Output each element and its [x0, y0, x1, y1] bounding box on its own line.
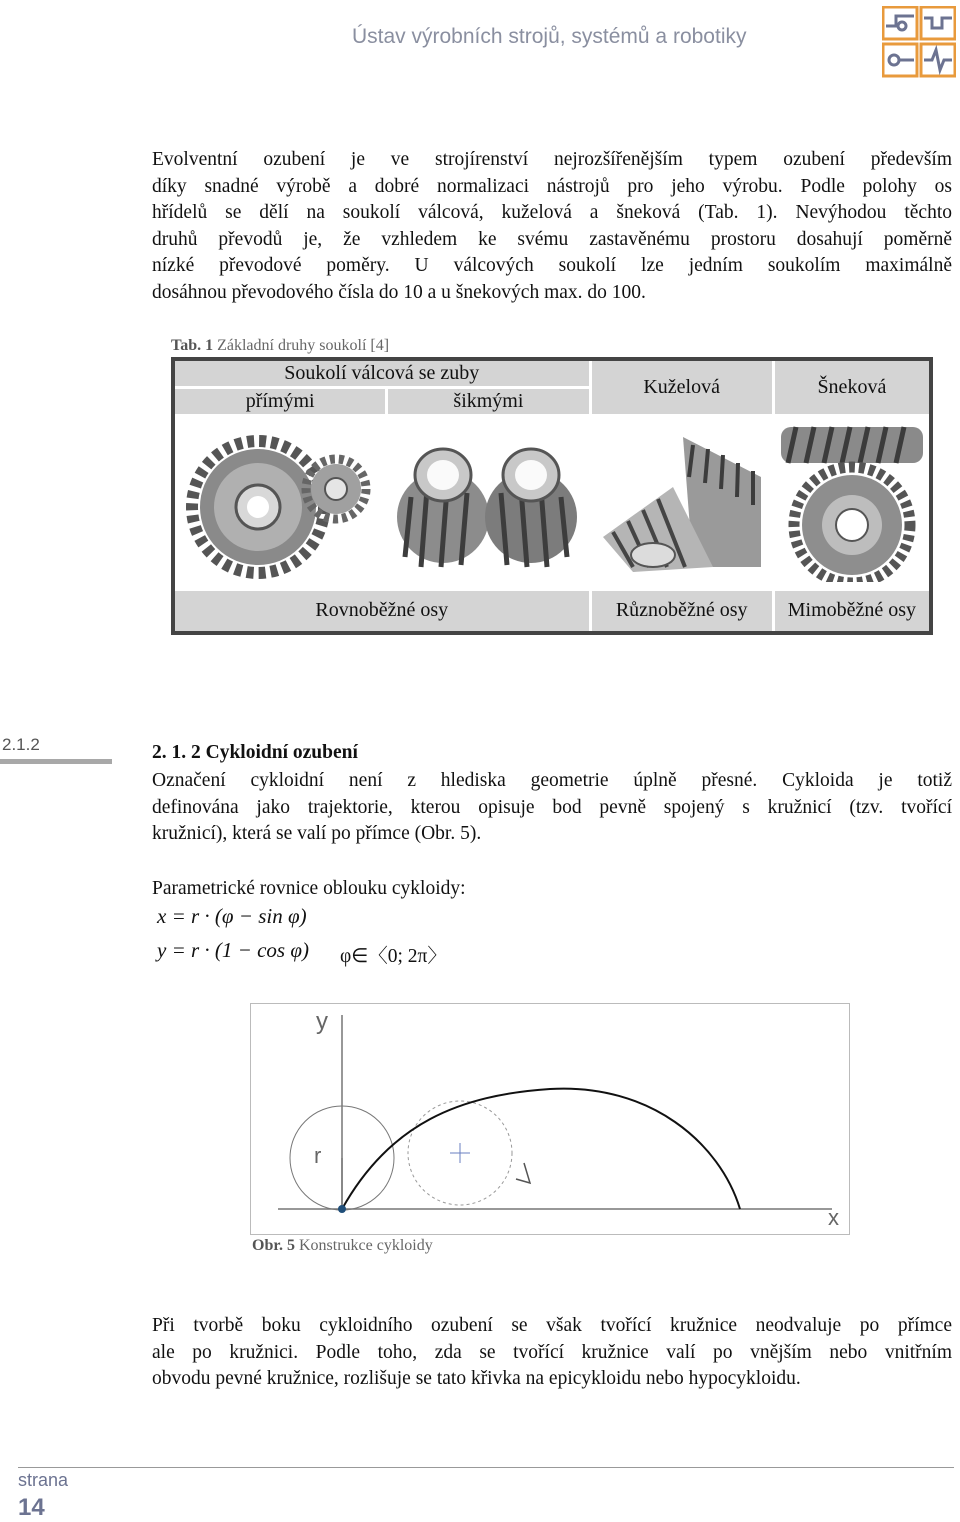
parallel-axes-label: Rovnoběžné osy	[173, 589, 590, 633]
cycloid-line: kružnicí), která se valí po přímce (Obr. 5).	[152, 823, 482, 844]
cylindrical-header: Soukolí válcová se zuby	[173, 359, 590, 387]
intersecting-axes-label: Různoběžné osy	[590, 589, 773, 633]
closing-line: obvodu pevné kružnice, rozlišuje se tato křivka na epicykloidu nebo hypocykloidu.	[152, 1368, 801, 1389]
intro-line: Evolventní ozubení je ve strojírenství nejrozšířenějším typem ozubení především	[152, 149, 952, 170]
x-equation: x = r · (φ − sin φ)	[157, 904, 307, 928]
closing-paragraph	[152, 1313, 952, 1393]
intro-paragraph	[152, 147, 952, 306]
footer-rule	[18, 1467, 954, 1468]
section-marker-bar	[0, 759, 112, 764]
intro-line: druhů převodů je, že vzhledem ke svému zastavěnému prostoru dosahují poměrně	[152, 228, 952, 250]
y-axis-label: y	[316, 1008, 328, 1035]
bevel-gear-image-cell	[590, 415, 773, 589]
radius-label: r	[314, 1143, 322, 1168]
start-point	[338, 1205, 346, 1213]
figure-caption-label: Obr. 5	[252, 1237, 295, 1254]
section-number: 2.1.2	[2, 735, 40, 754]
helical-gear-image-cell	[387, 415, 590, 589]
equations-intro: Parametrické rovnice oblouku cykloidy:	[152, 878, 466, 899]
worm-header: Šneková	[773, 359, 931, 415]
phi-range: φ∈〈0; 2π〉	[340, 946, 447, 967]
helical-gear-image	[391, 417, 586, 582]
spur-gear-image-cell	[173, 415, 387, 589]
closing-line: ale po kružnici. Podle toho, zda se tvořící kružnice valí po vnějším nebo vnitřním	[152, 1341, 952, 1363]
figure-caption-text: Konstrukce cykloidy	[294, 1237, 433, 1254]
bevel-gear-image	[593, 417, 771, 582]
intro-line: díky snadné výrobě a dobré normalizaci nástrojů pro jeho výrobu. Podle polohy os	[152, 175, 952, 197]
table-caption	[171, 337, 389, 355]
bevel-header: Kuželová	[590, 359, 773, 415]
worm-gear-image	[776, 417, 928, 582]
footer-page-label: strana	[18, 1470, 69, 1490]
skew-axes-label: Mimoběžné osy	[773, 589, 931, 633]
cycloid-line: definována jako trajektorie, kterou opisuje bod pevně spojený s kružnicí (tzv. tvořící	[152, 796, 952, 818]
spur-gear-image	[178, 417, 383, 582]
figure-frame	[251, 1004, 850, 1235]
table-caption-text: Základní druhy soukolí [4]	[213, 337, 390, 354]
closing-line: Při tvorbě boku cykloidního ozubení se však tvořící kružnice neodvaluje po přímce	[152, 1315, 952, 1336]
intro-line: hřídelů se dělí na soukolí válcová, kuželová a šneková (Tab. 1). Nevýhodou těchto	[152, 202, 952, 223]
gear-types-table	[171, 357, 933, 635]
figure-caption	[252, 1237, 433, 1255]
straight-teeth-header: přímými	[173, 387, 387, 415]
table-caption-label: Tab. 1	[171, 337, 214, 354]
helical-teeth-header: šikmými	[387, 387, 590, 415]
y-equation: y = r · (1 − cos φ)	[157, 938, 309, 962]
cycloid-paragraph	[152, 768, 952, 848]
header-title: Ústav výrobních strojů, systémů a robotiky	[352, 25, 747, 48]
section-title: 2. 1. 2 Cykloidní ozubení	[152, 742, 358, 763]
x-axis-label: x	[828, 1205, 839, 1230]
footer-page-number: 14	[18, 1494, 45, 1521]
worm-gear-image-cell	[773, 415, 931, 589]
intro-line: nízké převodové poměry. U válcových soukolí lze jedním soukolím maximálně	[152, 255, 952, 276]
cycloid-figure	[250, 1003, 850, 1235]
institute-logo-icon	[882, 6, 956, 78]
cycloid-line: Označení cykloidní není z hlediska geometrie úplně přesné. Cykloida je totiž	[152, 770, 952, 791]
intro-line: dosáhnou převodového čísla do 10 a u šnekových max. do 100.	[152, 281, 646, 303]
